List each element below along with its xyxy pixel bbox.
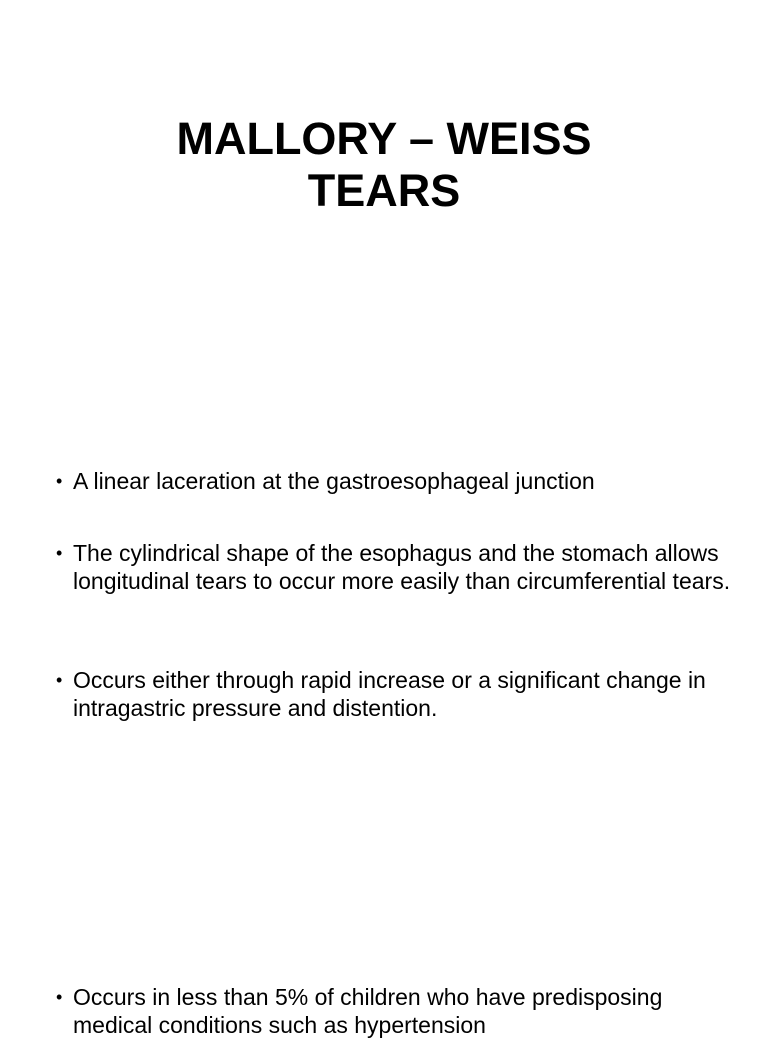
slide-title-line-2: TEARS xyxy=(307,165,461,216)
bullet-item xyxy=(56,539,736,595)
bullet-text: Occurs in less than 5% of children who have predisposing medical conditions such as hypertension xyxy=(73,984,663,1038)
bullet-item xyxy=(56,467,736,495)
bullet-dot-icon: • xyxy=(56,987,63,1007)
bullet-dot-icon: • xyxy=(56,471,63,491)
slide-title xyxy=(0,113,768,217)
bullet-text: Occurs either through rapid increase or a significant change in intragastric pressure and distention. xyxy=(73,667,706,721)
slide-title-line-1: MALLORY – WEISS xyxy=(176,113,592,164)
bullet-item xyxy=(56,666,736,722)
bullet-text: A linear laceration at the gastroesophageal junction xyxy=(73,468,595,494)
bullet-dot-icon: • xyxy=(56,670,63,690)
bullet-dot-icon: • xyxy=(56,543,63,563)
bullet-text: The cylindrical shape of the esophagus and the stomach allows longitudinal tears to occur more easily than circumferential tears. xyxy=(73,540,731,594)
bullet-item xyxy=(56,983,736,1039)
